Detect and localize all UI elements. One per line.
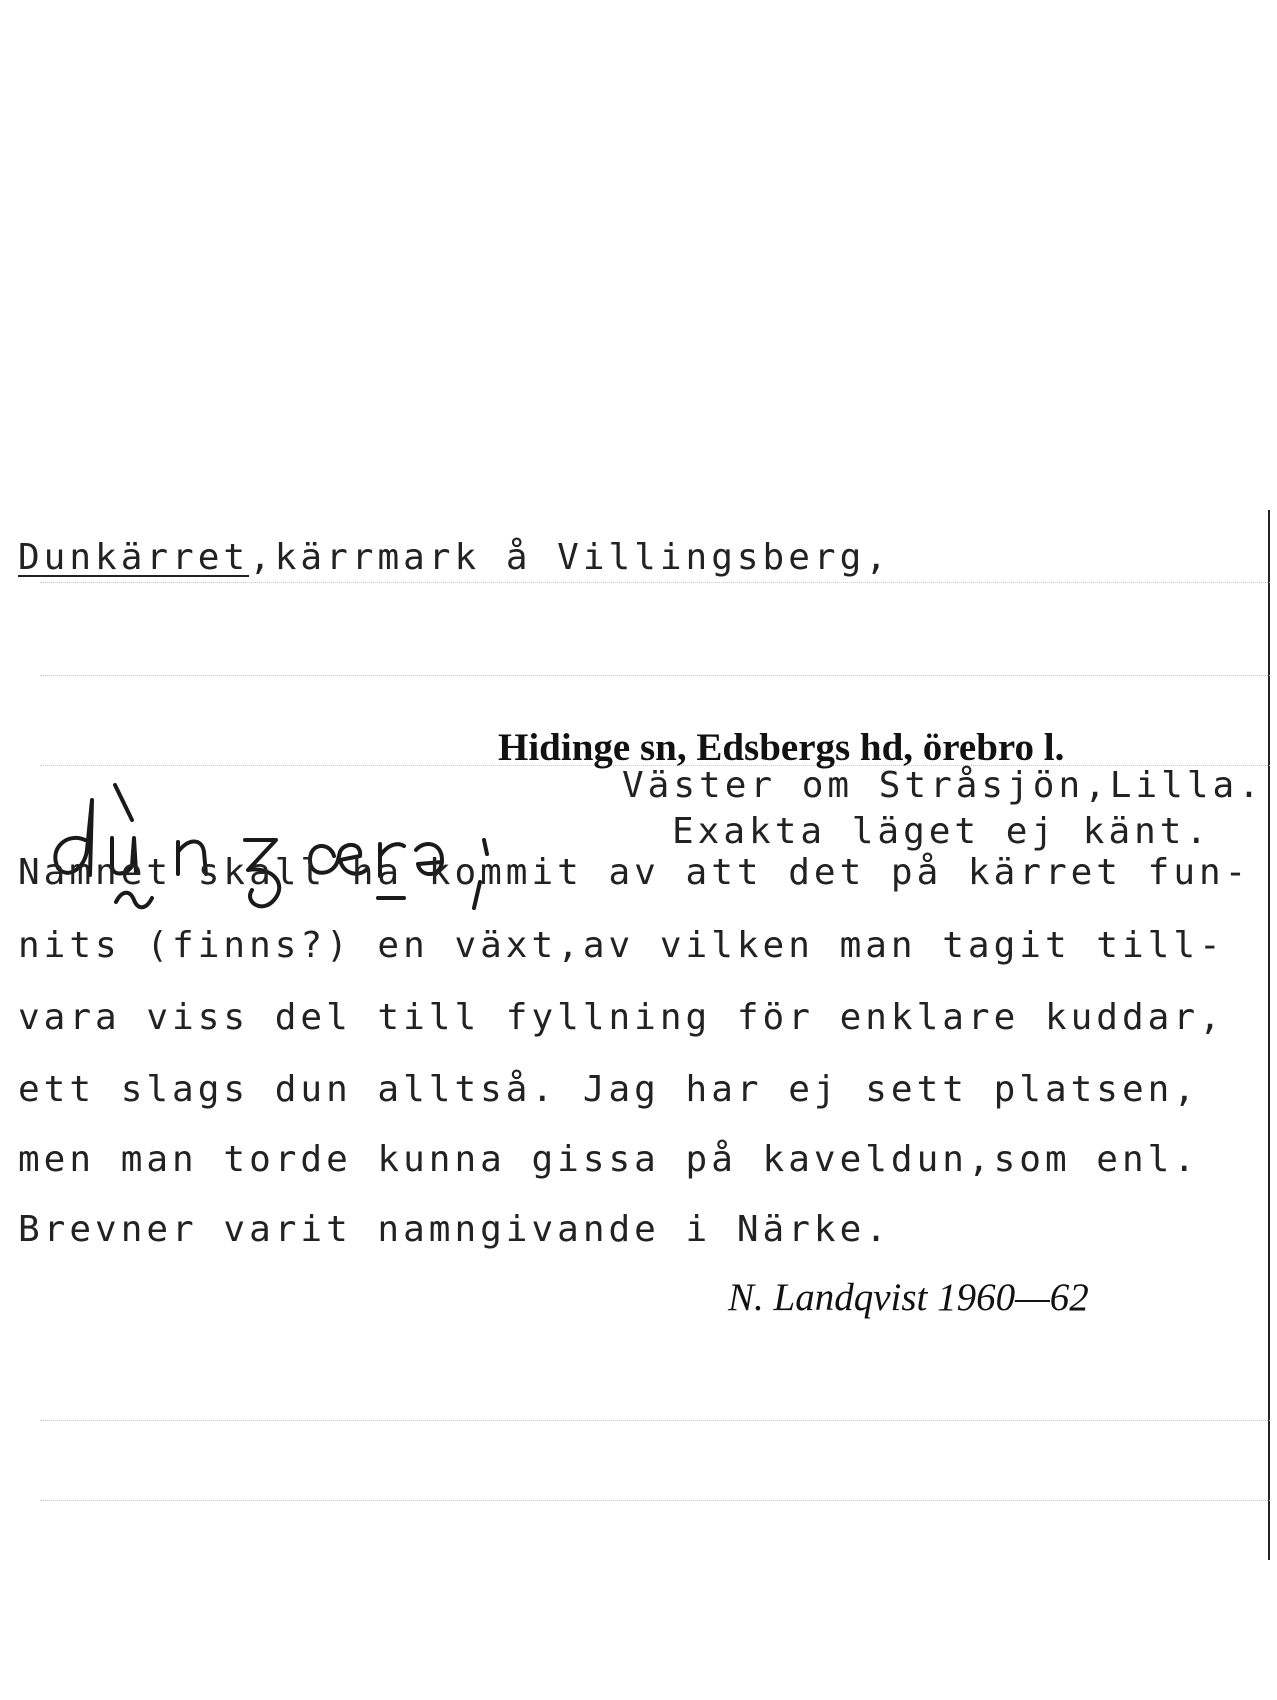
guide-line — [40, 1500, 1270, 1501]
body-line-2: nits (finns?) en växt,av vilken man tagit till- — [18, 925, 1225, 966]
guide-line — [40, 582, 1270, 583]
body-line-5: men man torde kunna gissa på kaveldun,som enl. — [18, 1139, 1199, 1180]
title-line — [18, 537, 891, 578]
card-right-edge-rule — [1268, 510, 1270, 1560]
position-line-1: Väster om Stråsjön,Lilla. — [622, 765, 1264, 806]
body-line-3: vara viss del till fyllning för enklare kuddar, — [18, 997, 1225, 1038]
guide-line — [40, 675, 1270, 676]
body-line-1: Namnet skall ha kommit av att det på kärret fun- — [18, 852, 1251, 893]
headword: Dunkärret — [18, 537, 250, 578]
title-description: ,kärrmark å Villingsberg, — [249, 537, 891, 578]
guide-line — [40, 1420, 1270, 1421]
signature: N. Landqvist 1960—62 — [728, 1276, 1089, 1319]
position-line-2: Exakta läget ej känt. — [672, 811, 1212, 852]
location-line: Hidinge sn, Edsbergs hd, örebro l. — [498, 726, 1065, 769]
body-line-6: Brevner varit namngivande i Närke. — [18, 1209, 891, 1250]
body-line-4: ett slags dun alltså. Jag har ej sett platsen, — [18, 1069, 1199, 1110]
